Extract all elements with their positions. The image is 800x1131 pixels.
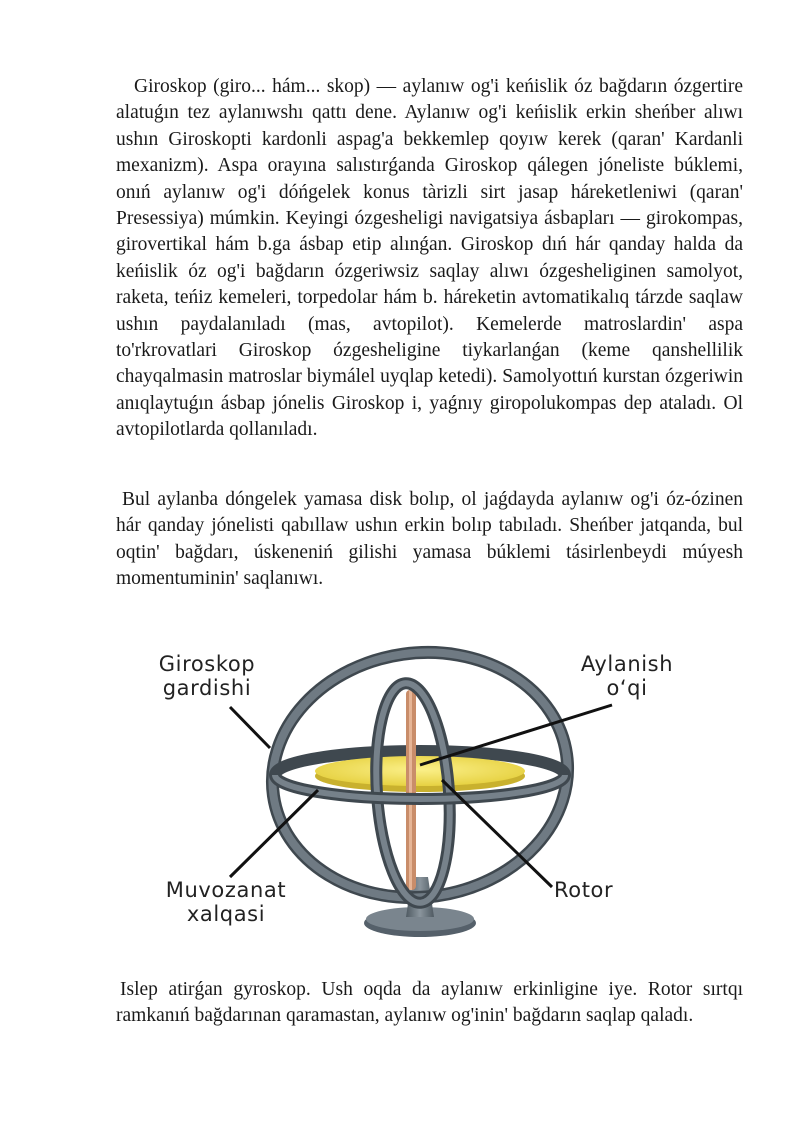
label-balance-ring <box>146 878 306 926</box>
leader-gimbal <box>230 707 270 748</box>
rotor-disk <box>315 756 525 786</box>
label-gimbal <box>142 652 272 700</box>
label-axis-line2: o‘qi <box>606 676 648 700</box>
paragraph-description: Bul aylanba dóngelek yamasa disk bolıp, ol jaǵdayda aylanıw og'i óz-ózinen hár qanday jónelisti qabıllaw ushın erkin bolıp tabıladı. Sheńber jatqanda, bul oqtin' bağdarı, úskeneniń gilishi yamasa búklemi tásirlenbeydi múyesh momentuminin' saqlanıwı. <box>116 489 743 590</box>
label-gimbal-line1: Giroskop <box>158 652 256 676</box>
label-axis-line1: Aylanish <box>580 652 674 676</box>
paragraph-intro: Giroskop (giro... hám... skop) — aylanıw og'i keńislik óz bağdarın ózgertire alatuǵın tez aylanıwshı qattı dene. Aylanıw og'i keńislik erkin sheńber alıwı ushın Giroskopti kardonli aspag'a bekkemlep qoyıw kerek (qaran' Kardanli mexanizm). Aspa orayına salıstırǵanda Giroskop qálegen jóneliste búklemi, onıń aylanıw og'i dóńgelek konus tàrizli sirt jasap háreketleniwi (qaran' Presessiya) múmkin. Keyingi ózgesheligi navigatsiya ásbapları — girokompas, girovertikal hám b.ga ásbap etip alınǵan. Giroskop dıń hár qanday halda da keńislik óz og'i bağdarın ózgeriwsiz saqlay alıwı ózgesheliginen samolyot, raketa, teńiz kemeleri, torpedolar hám b. háreketin avtomatikalıq tárzde saqlaw ushın paydalanıladı (mas, avtopilot). Kemelerde matroslardin' aspa to'rkrovatlari Giroskop ózgesheligine tiykarlanǵan (keme qanshellilik chayqalmasin matroslar biymálel uyqlap ketedi). Samolyottıń kurstan ózgeriwin anıqlaytuǵın ásbap jónelis Giroskop i, yaǵnıy giropolukompas dep ataladı. Ol avtopilotlarda qollanıladı. <box>116 76 743 441</box>
label-balance-line2: xalqasi <box>186 902 266 926</box>
label-spin-axis <box>562 652 692 700</box>
gyroscope-figure <box>130 635 710 950</box>
label-gimbal-line2: gardishi <box>162 676 252 700</box>
label-rotor: Rotor <box>554 878 614 902</box>
label-balance-line1: Muvozanat <box>165 878 287 902</box>
figure-caption: Islep atirǵan gyroskop. Ush oqda da aylanıw erkinligine iye. Rotor sırtqı ramkanıń bağdarınan qaramastan, aylanıw og'inin' bağdarın saqlap qaladı. <box>116 979 743 1027</box>
